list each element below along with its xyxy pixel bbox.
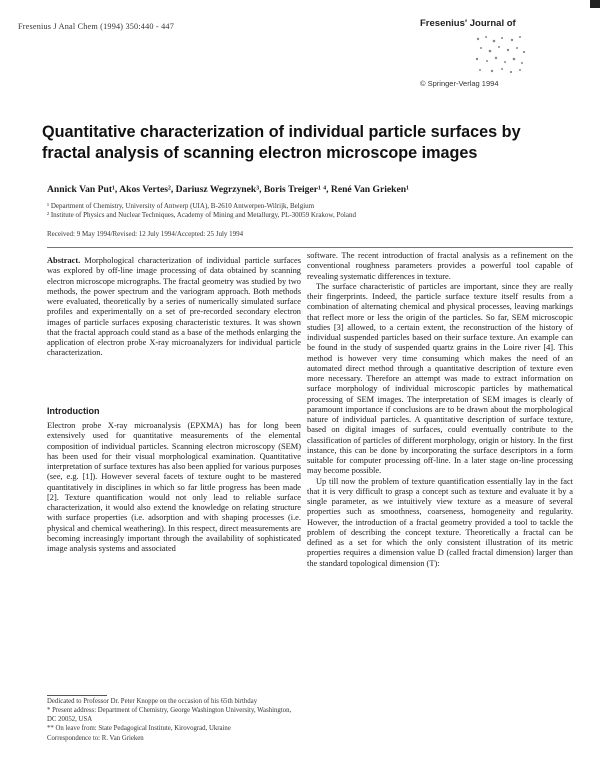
affiliation-1: ¹ Department of Chemistry, University of Antwerp (UIA), B-2610 Antwerpen-Wilrijk, Belgium <box>47 202 315 210</box>
footnotes <box>47 698 301 744</box>
paragraph: Electron probe X-ray microanalysis (EPXMA) has for long been extensively used for quantitative measurements of the elemental composition of individual particles. Scanning electron microscopy (SEM) has been used for their visual morphological examination. Quantitative interpretation of surface textures has also been applied for various purposes (see, e.g. [1]). However several facets of texture ought to be mastered quantitatively in disciplines in which so far little progress has been made [2]. Texture quantification would not only lead to reliable surface characterization, it would also extend the knowledge on relating structure with surface properties (i.e. adsorption and with shaping processes (i.e. physical and chemical weathering). In this respect, direct measurements are becoming increasingly important through the availability of sophisticated image analysis systems and associated <box>47 421 301 553</box>
journal-name: Fresenius' Journal of <box>420 18 516 29</box>
publisher-line: © Springer-Verlag 1994 <box>420 79 499 88</box>
paragraph: software. The recent introduction of fractal analysis as a refinement on the conventional roughness parameters provides a powerful tool capable of revealing systematic differences in texture. <box>307 251 573 281</box>
footnote-dedication: Dedicated to Professor Dr. Peter Knoppe on the occasion of his 65th birthday <box>47 698 258 705</box>
header-divider <box>47 247 573 248</box>
footnote-leave: ** On leave from: State Pedagogical Institute, Kirovograd, Ukraine <box>47 725 231 733</box>
journal-logo-icon <box>472 33 528 77</box>
footnote-correspondence: Correspondence to: R. Van Grieken <box>47 734 144 742</box>
received-dates: Received: 9 May 1994/Revised: 12 July 1994/Accepted: 25 July 1994 <box>47 230 244 238</box>
paper-title: Quantitative characterization of individual particle surfaces by fractal analysis of scanning electron microscope images <box>42 123 521 162</box>
abstract-text: Morphological characterization of individual particle surfaces was explored by off-line image processing of data obtained by scanning electron microscope micrographs. The fractal geometry was studied by two methods, the power spectrum and the variogram approach. Both methods were evaluated, theoretically by a series of numerically simulated surface profiles and experimentally on a set of pre-recorded secondary electron images of particle surfaces exposing characteristic textures. It was shown that the fractal approach could stand as a base of the methods enlarging the application of electron probe X-ray microanalyzers for individual particle characterization. <box>47 256 301 358</box>
abstract <box>47 256 301 359</box>
section-heading-introduction: Introduction <box>47 406 100 416</box>
right-column <box>307 251 573 569</box>
journal-masthead <box>420 18 570 98</box>
footnote-present-address: * Present address: Department of Chemistry, George Washington University, Washington, DC 20052, USA <box>47 707 292 723</box>
paragraph: Up till now the problem of texture quantification essentially lay in the fact that it is very difficult to grasp a concept such as texture and evaluate it by a single parameter, as we intuitively view texture as a measure of several properties such as smoothness, coarseness, homogeneity and regularity. However, the introduction of a fractal geometry provided a tool to tackle the problem of describing the concept texture. Theoretically a fractal can be defined as a set for which the only consistent illustration of its metric properties requires a dimension value D (called fractal dimension) larger than the standard topological dimension (T): <box>307 476 573 568</box>
introduction-text <box>47 421 301 554</box>
paragraph: The surface characteristic of particles are important, since they are really their fingerprints. Indeed, the particle surface texture itself results from a combination of alternating chemical and physical processes, leaving markings that reflect more or less the origin of the particles. So far, SEM microscopic studies [3] allowed, to a certain extent, the reconstruction of the history of individual suspended particles based on their surface texture. An example can be found in the study of suspended quartz grains in the Loire river [4]. This method is however very time consuming which makes the need of an automated direct method through a quantitative description of texture even more necessary. Therefore an attempt was made to extract information on surface morphology of individual microscopic particles by mathematical processing of SEM images. The interpretation of SEM images is clearly of paramount importance if conclusions are to be drawn about the morphological nature of individual particles. A quantitative description of surface texture, based on digital images of surfaces, could eventually contribute to the classification of particles of different morphology, origin or history. In the first instance, this can be done by incorporating the surface descriptors in a form suitable for computer processing off-line. In a later stage on-line processing may become possible. <box>307 281 573 476</box>
affiliations <box>47 202 567 220</box>
corner-mark <box>590 0 600 8</box>
affiliation-2: ² Institute of Physics and Nuclear Techniques, Academy of Mining and Metallurgy, PL-30059 Krakow, Poland <box>47 211 356 219</box>
author-list: Annick Van Put¹, Akos Vertes², Dariusz Wegrzynek³, Boris Treiger¹ ⁴, René Van Grieken¹ <box>47 184 409 195</box>
footnote-divider <box>47 695 107 696</box>
abstract-label: Abstract. <box>47 256 81 265</box>
running-header: Fresenius J Anal Chem (1994) 350:440 - 447 <box>18 22 174 31</box>
